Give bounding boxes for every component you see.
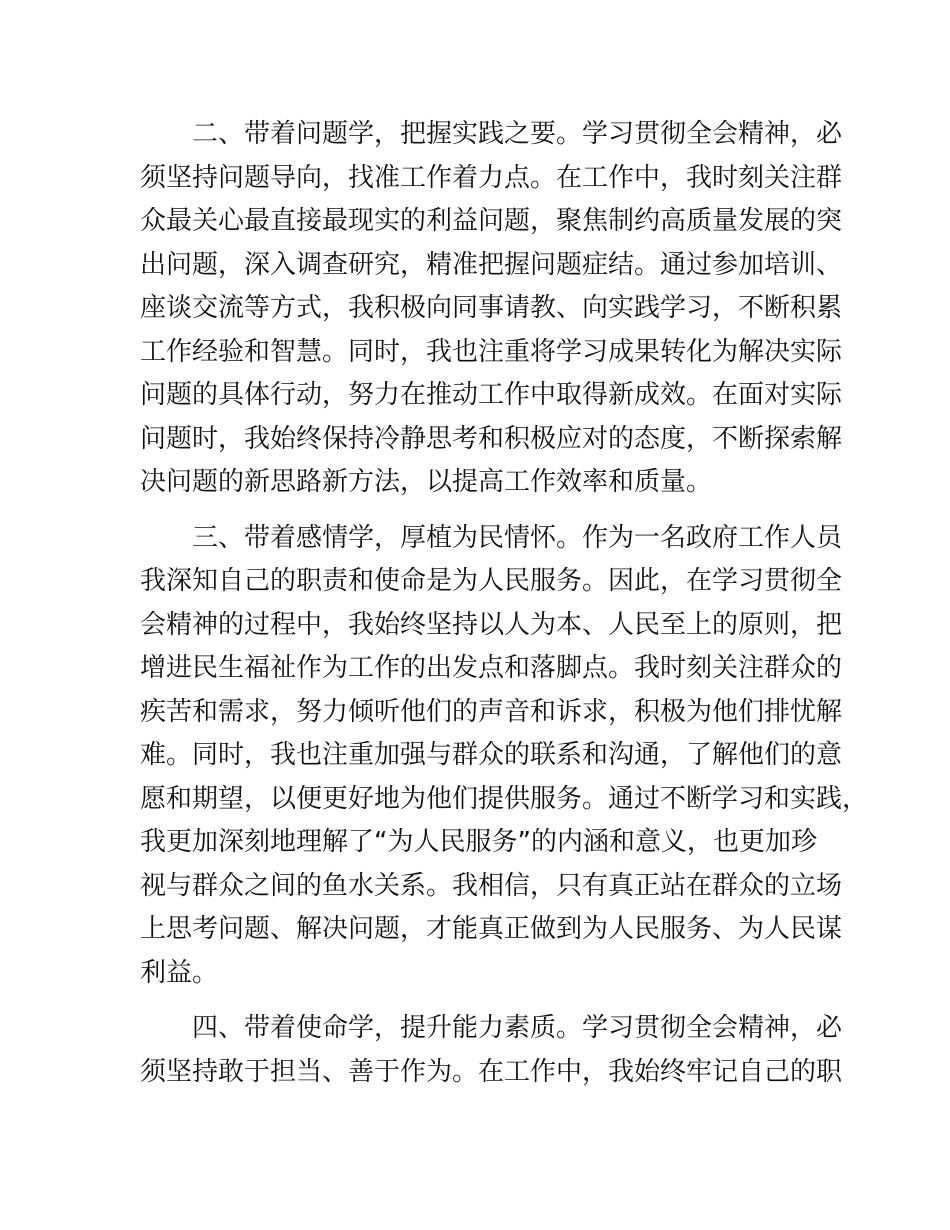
text-line: 须坚持敢于担当、善于作为。在工作中，我始终牢记自己的职 [140, 1056, 843, 1087]
text-line: 增进民生福祉作为工作的出发点和落脚点。我时刻关注群众的 [140, 653, 843, 683]
text-line: 会精神的过程中，我始终坚持以人为本、人民至上的原则，把 [140, 609, 843, 640]
text-line: 利益。 [140, 957, 219, 988]
text-line: 座谈交流等方式，我积极向同事请教、向实践学习，不断积累 [140, 293, 843, 323]
paragraph-2 [140, 113, 843, 505]
text-line: 众最关心最直接最现实的利益问题，聚焦制约高质量发展的突 [140, 206, 843, 236]
text-line: 工作经验和智慧。同时，我也注重将学习成果转化为解决实际 [140, 336, 843, 367]
text-line: 问题时，我始终保持冷静思考和积极应对的态度，不断探索解 [140, 423, 843, 454]
text-line: 问题的具体行动，努力在推动工作中取得新成效。在面对实际 [140, 380, 843, 410]
text-line: 须坚持问题导向，找准工作着力点。在工作中，我时刻关注群 [140, 162, 843, 193]
text-line: 四、带着使命学，提升能力素质。学习贯彻全会精神，必 [192, 1013, 843, 1043]
text-line: 出问题，深入调查研究，精准把握问题症结。通过参加培训、 [140, 249, 843, 280]
text-line: 决问题的新思路新方法，以提高工作效率和质量。 [140, 467, 713, 497]
text-line: 上思考问题、解决问题，才能真正做到为人民服务、为人民谋 [140, 914, 843, 944]
text-line: 我深知自己的职责和使命是为人民服务。因此，在学习贯彻全 [140, 566, 843, 596]
text-line: 视与群众之间的鱼水关系。我相信，只有真正站在群众的立场 [140, 870, 843, 901]
text-line: 疾苦和需求，努力倾听他们的声音和诉求，积极为他们排忧解 [140, 696, 843, 727]
text-line: 难。同时，我也注重加强与群众的联系和沟通，了解他们的意 [140, 740, 843, 770]
paragraph-3 [140, 517, 869, 996]
paragraph-4 [140, 1007, 843, 1094]
text-line: 愿和期望，以便更好地为他们提供服务。通过不断学习和实践， [140, 783, 869, 814]
document-body [140, 113, 869, 1106]
text-line: 三、带着感情学，厚植为民情怀。作为一名政府工作人员 [192, 522, 843, 553]
text-line: 我更加深刻地理解了“为人民服务”的内涵和意义，也更加珍 [140, 827, 817, 857]
text-line: 二、带着问题学，把握实践之要。学习贯彻全会精神，必 [192, 119, 843, 149]
